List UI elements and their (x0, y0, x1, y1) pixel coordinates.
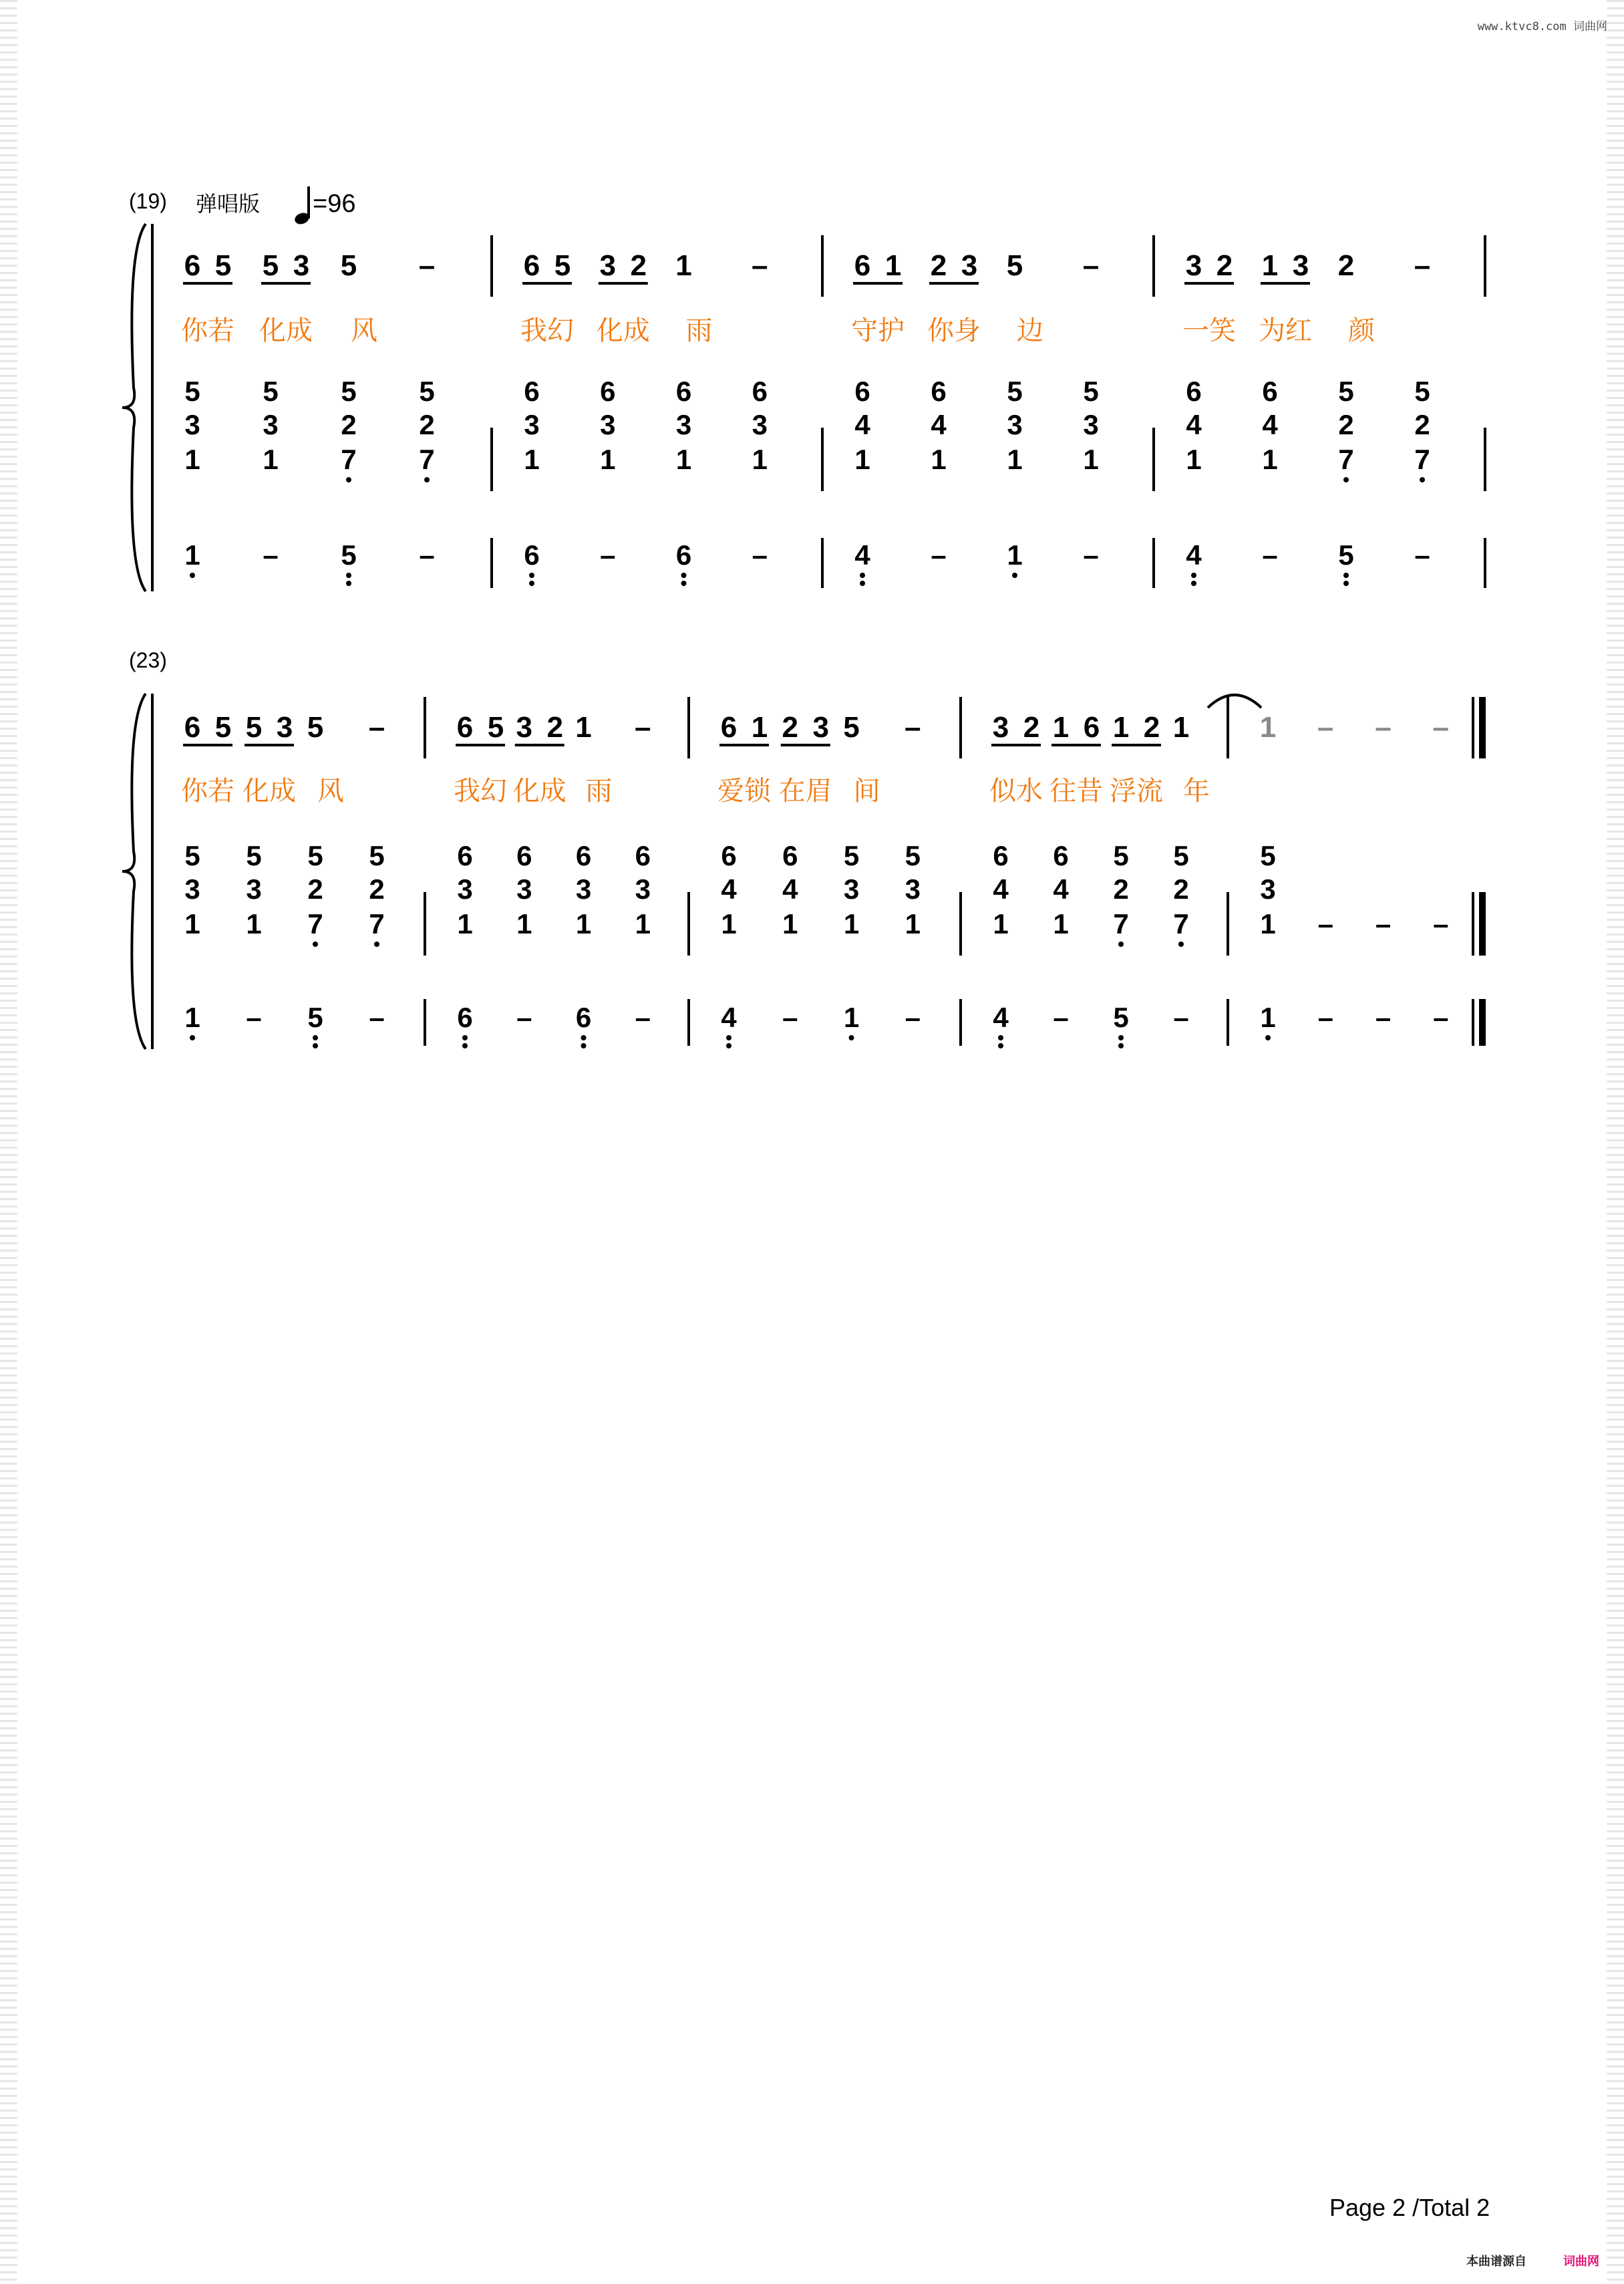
melody-note: 2 (1337, 249, 1355, 282)
hold-dash: – (782, 1002, 798, 1033)
melody-note: 1 (675, 249, 692, 282)
lower-octave-dot (1118, 1035, 1124, 1040)
lower-octave-dot (529, 581, 534, 586)
melody-note: 5 (1006, 249, 1023, 282)
lower-octave-dot (726, 1043, 732, 1048)
lower-octave-dot (998, 1043, 1003, 1048)
chord-note: 5 (1338, 376, 1354, 407)
chord-note: 6 (993, 840, 1009, 871)
chord-note: 3 (1007, 409, 1023, 440)
melody-note: 6 (456, 711, 474, 744)
lyric-text: 颜 (1348, 316, 1375, 345)
chord-note: 4 (1053, 873, 1069, 905)
hold-dash: – (1053, 1002, 1069, 1033)
lower-octave-dot (860, 573, 865, 578)
lower-octave-dot (860, 581, 865, 586)
melody-note: 5 (307, 711, 324, 744)
chord-note: 6 (516, 840, 532, 871)
arrangement-title: 弹唱版 (196, 192, 261, 216)
hold-dash: – (752, 539, 768, 571)
chord-note: 1 (263, 444, 279, 475)
chord-note: 1 (1186, 444, 1202, 475)
lyric-text: 雨 (685, 316, 713, 345)
lyric-text: 似水 (989, 776, 1043, 806)
lower-octave-dot (313, 942, 318, 947)
hold-dash: – (1083, 539, 1099, 571)
bass-note: 1 (1260, 1002, 1276, 1033)
lyric-text: 间 (853, 776, 880, 806)
lower-octave-dot (374, 942, 379, 947)
melody-note: 5 (262, 249, 279, 282)
hold-dash: – (1317, 711, 1334, 744)
chord-note: 3 (635, 873, 651, 905)
chord-note: 1 (1053, 908, 1069, 940)
melody-note: 3 (599, 249, 616, 282)
lower-octave-dot (1012, 573, 1017, 578)
chord-note: 1 (931, 444, 947, 475)
hold-dash: – (1375, 711, 1392, 744)
lower-octave-dot (1343, 573, 1349, 578)
chord-note: 1 (721, 908, 737, 940)
system-number: (23) (129, 648, 167, 672)
chord-note: 7 (1338, 444, 1354, 475)
chord-note: 7 (1113, 908, 1129, 940)
bass-note: 5 (1113, 1002, 1129, 1033)
hold-dash: – (1375, 908, 1392, 940)
bass-note: 5 (307, 1002, 323, 1033)
chord-note: 3 (843, 873, 860, 905)
bass-note: 5 (1338, 539, 1354, 571)
lyric-text: 你若 (181, 316, 234, 345)
chord-note: 1 (600, 444, 616, 475)
chord-note: 4 (1186, 409, 1202, 440)
hold-dash: – (246, 1002, 262, 1033)
lower-octave-dot (581, 1035, 587, 1040)
chord-note: 6 (600, 376, 616, 407)
melody-note: 1 (751, 711, 768, 744)
tempo-marking: =96 (313, 190, 356, 218)
lyric-text: 我幻 (520, 316, 574, 345)
lyric-text: 你若 (181, 776, 234, 806)
hold-dash: – (1262, 539, 1278, 571)
chord-note: 4 (931, 409, 947, 440)
lower-octave-dot (1178, 942, 1184, 947)
chord-note: 5 (1007, 376, 1023, 407)
chord-note: 6 (931, 376, 947, 407)
hold-dash: – (418, 249, 436, 282)
lower-octave-dot (313, 1035, 318, 1040)
bass-note: 6 (457, 1002, 473, 1033)
chord-note: 6 (721, 840, 737, 871)
chord-note: 1 (524, 444, 540, 475)
bass-note: 5 (341, 539, 357, 571)
melody-note: 5 (214, 249, 232, 282)
chord-note: 5 (1260, 840, 1276, 871)
lower-octave-dot (346, 477, 351, 482)
chord-note: 1 (752, 444, 768, 475)
bass-note: 6 (575, 1002, 592, 1033)
chord-note: 2 (1414, 409, 1430, 440)
chord-note: 4 (1262, 409, 1278, 440)
chord-note: 5 (184, 376, 200, 407)
chord-note: 5 (263, 376, 279, 407)
page-indicator: Page 2 /Total 2 (1329, 2194, 1490, 2221)
melody-note: 1 (884, 249, 902, 282)
brand-label: 词曲网 (1563, 2255, 1599, 2268)
hold-dash: – (1173, 1002, 1189, 1033)
melody-note: 1 (1259, 711, 1277, 744)
chord-note: 5 (419, 376, 435, 407)
lower-octave-dot (581, 1043, 587, 1048)
chord-note: 3 (600, 409, 616, 440)
melody-note: 3 (812, 711, 829, 744)
lyric-text: 你身 (927, 316, 981, 345)
chord-note: 3 (575, 873, 592, 905)
chord-note: 2 (1173, 873, 1189, 905)
melody-note: 1 (1172, 711, 1190, 744)
bass-note: 6 (675, 539, 692, 571)
chord-note: 3 (246, 873, 262, 905)
hold-dash: – (1432, 711, 1449, 744)
chord-note: 1 (457, 908, 473, 940)
bass-note: 1 (184, 539, 200, 571)
chord-note: 3 (184, 873, 200, 905)
system-brace (122, 694, 146, 1049)
lyric-text: 雨 (585, 776, 613, 806)
lyric-text: 为红 (1259, 316, 1312, 345)
melody-note: 3 (1292, 249, 1309, 282)
chord-note: 3 (184, 409, 200, 440)
melody-note: 6 (854, 249, 871, 282)
chord-note: 6 (524, 376, 540, 407)
bass-note: 4 (1186, 539, 1202, 571)
lyric-text: 风 (351, 316, 377, 345)
chord-note: 3 (516, 873, 532, 905)
lower-octave-dot (1420, 477, 1425, 482)
lower-octave-dot (1118, 942, 1124, 947)
melody-note: 2 (546, 711, 563, 744)
lower-octave-dot (849, 1035, 854, 1040)
chord-note: 3 (675, 409, 692, 440)
melody-note: 5 (487, 711, 504, 744)
chord-note: 5 (369, 840, 385, 871)
melody-note: 2 (630, 249, 647, 282)
chord-note: 2 (1338, 409, 1354, 440)
lyric-text: 边 (1017, 316, 1043, 345)
lower-octave-dot (998, 1035, 1003, 1040)
melody-note: 5 (245, 711, 263, 744)
melody-note: 1 (575, 711, 592, 744)
hold-dash: – (1414, 539, 1430, 571)
lower-octave-dot (1265, 1035, 1271, 1040)
lower-octave-dot (462, 1043, 468, 1048)
chord-note: 6 (1053, 840, 1069, 871)
chord-note: 1 (854, 444, 870, 475)
hold-dash: – (1414, 249, 1431, 282)
lower-octave-dot (726, 1035, 732, 1040)
chord-note: 3 (905, 873, 921, 905)
chord-note: 2 (369, 873, 385, 905)
melody-note: 1 (1112, 711, 1130, 744)
chord-note: 6 (675, 376, 692, 407)
lower-octave-dot (1191, 573, 1196, 578)
hold-dash: – (905, 1002, 921, 1033)
melody-note: 6 (720, 711, 738, 744)
lower-octave-dot (190, 573, 195, 578)
hold-dash: – (1317, 908, 1333, 940)
hold-dash: – (635, 711, 651, 744)
melody-note: 6 (523, 249, 540, 282)
lower-octave-dot (424, 477, 430, 482)
melody-note: 5 (554, 249, 571, 282)
chord-note: 1 (843, 908, 860, 940)
hold-dash: – (1317, 1002, 1333, 1033)
hold-dash: – (905, 711, 921, 744)
hold-dash: – (1433, 908, 1449, 940)
chord-note: 4 (854, 409, 870, 440)
chord-note: 7 (1173, 908, 1189, 940)
hold-dash: – (931, 539, 947, 571)
chord-note: 6 (854, 376, 870, 407)
lyric-text: 我幻 (454, 776, 507, 806)
melody-note: 1 (1261, 249, 1279, 282)
chord-note: 5 (1414, 376, 1430, 407)
system-brace (122, 224, 146, 591)
melody-note: 2 (1216, 249, 1233, 282)
bass-note: 6 (524, 539, 540, 571)
chord-note: 5 (1113, 840, 1129, 871)
lyric-text: 守护 (851, 316, 905, 345)
chord-note: 3 (1083, 409, 1099, 440)
melody-note: 2 (930, 249, 947, 282)
lyric-text: 年 (1183, 776, 1210, 806)
melody-note: 6 (184, 711, 201, 744)
lower-octave-dot (346, 573, 351, 578)
hold-dash: – (1375, 1002, 1392, 1033)
bass-note: 1 (1007, 539, 1023, 571)
chord-note: 6 (782, 840, 798, 871)
hold-dash: – (368, 711, 385, 744)
lower-octave-dot (190, 1035, 195, 1040)
chord-note: 6 (1186, 376, 1202, 407)
hold-dash: – (516, 1002, 532, 1033)
melody-note: 2 (1143, 711, 1160, 744)
lyric-text: 化成 (259, 316, 313, 345)
chord-note: 7 (1414, 444, 1430, 475)
hold-dash: – (419, 539, 435, 571)
chord-note: 1 (1262, 444, 1278, 475)
hold-dash: – (369, 1002, 385, 1033)
chord-note: 5 (246, 840, 262, 871)
melody-note: 6 (184, 249, 201, 282)
bass-note: 4 (854, 539, 870, 571)
melody-note: 2 (782, 711, 798, 744)
chord-note: 3 (524, 409, 540, 440)
chord-note: 5 (307, 840, 323, 871)
melody-note: 3 (276, 711, 293, 744)
source-label: 本曲谱源自 (1466, 2255, 1526, 2268)
chord-note: 2 (341, 409, 357, 440)
chord-note: 6 (635, 840, 651, 871)
bass-note: 1 (843, 1002, 860, 1033)
lyric-text: 化成 (512, 776, 566, 806)
chord-note: 5 (843, 840, 860, 871)
melody-note: 2 (1023, 711, 1040, 744)
melody-note: 3 (1185, 249, 1202, 282)
tie-arc (1208, 695, 1261, 708)
site-watermark: www.ktvc8.com 词曲网 (1477, 20, 1607, 33)
melody-note: 3 (992, 711, 1009, 744)
melody-note: 1 (1052, 711, 1070, 744)
hold-dash: – (263, 539, 279, 571)
lower-octave-dot (1191, 581, 1196, 586)
melody-note: 6 (1083, 711, 1100, 744)
melody-note: 5 (340, 249, 357, 282)
chord-note: 4 (782, 873, 798, 905)
hold-dash: – (600, 539, 616, 571)
lower-octave-dot (681, 581, 687, 586)
chord-note: 7 (419, 444, 435, 475)
hold-dash: – (635, 1002, 651, 1033)
melody-note: 5 (214, 711, 232, 744)
chord-note: 7 (307, 908, 323, 940)
melody-note: 3 (293, 249, 310, 282)
chord-note: 1 (675, 444, 692, 475)
chord-note: 1 (782, 908, 798, 940)
chord-note: 3 (457, 873, 473, 905)
lyric-text: 化成 (596, 316, 650, 345)
chord-note: 1 (184, 444, 200, 475)
chord-note: 1 (905, 908, 921, 940)
chord-note: 4 (721, 873, 737, 905)
chord-note: 2 (1113, 873, 1129, 905)
chord-note: 6 (1262, 376, 1278, 407)
chord-note: 2 (419, 409, 435, 440)
lower-octave-dot (346, 581, 351, 586)
bass-note: 1 (184, 1002, 200, 1033)
chord-note: 3 (263, 409, 279, 440)
chord-note: 1 (1260, 908, 1276, 940)
hold-dash: – (1082, 249, 1100, 282)
hold-dash: – (752, 249, 768, 282)
chord-note: 7 (369, 908, 385, 940)
chord-note: 1 (993, 908, 1009, 940)
lyric-text: 化成 (242, 776, 296, 806)
chord-note: 5 (184, 840, 200, 871)
chord-note: 1 (575, 908, 592, 940)
chord-note: 1 (635, 908, 651, 940)
lyric-text: 风 (317, 776, 344, 806)
hold-dash: – (1433, 1002, 1449, 1033)
chord-note: 6 (575, 840, 592, 871)
lower-octave-dot (313, 1043, 318, 1048)
chord-note: 1 (516, 908, 532, 940)
chord-note: 5 (905, 840, 921, 871)
lyric-text: 爱锁 (717, 776, 771, 806)
chord-note: 5 (1083, 376, 1099, 407)
lyric-text: 在眉 (778, 776, 832, 806)
chord-note: 7 (341, 444, 357, 475)
lyric-text: 浮流 (1110, 776, 1163, 806)
bass-note: 4 (721, 1002, 737, 1033)
chord-note: 5 (341, 376, 357, 407)
lower-octave-dot (462, 1035, 468, 1040)
chord-note: 3 (1260, 873, 1276, 905)
chord-note: 1 (184, 908, 200, 940)
chord-note: 6 (752, 376, 768, 407)
lyric-text: 一笑 (1182, 316, 1236, 345)
chord-note: 1 (1083, 444, 1099, 475)
lower-octave-dot (681, 573, 687, 578)
melody-note: 5 (843, 711, 860, 744)
chord-note: 6 (457, 840, 473, 871)
melody-note: 3 (961, 249, 978, 282)
chord-note: 2 (307, 873, 323, 905)
lower-octave-dot (529, 573, 534, 578)
chord-note: 1 (1007, 444, 1023, 475)
chord-note: 5 (1173, 840, 1189, 871)
lower-octave-dot (1343, 477, 1349, 482)
lower-octave-dot (1118, 1043, 1124, 1048)
chord-note: 1 (246, 908, 262, 940)
melody-note: 3 (516, 711, 532, 744)
system-number: (19) (129, 189, 167, 213)
lower-octave-dot (1343, 581, 1349, 586)
lyric-text: 往昔 (1049, 776, 1103, 806)
chord-note: 4 (993, 873, 1009, 905)
chord-note: 3 (752, 409, 768, 440)
bass-note: 4 (993, 1002, 1009, 1033)
